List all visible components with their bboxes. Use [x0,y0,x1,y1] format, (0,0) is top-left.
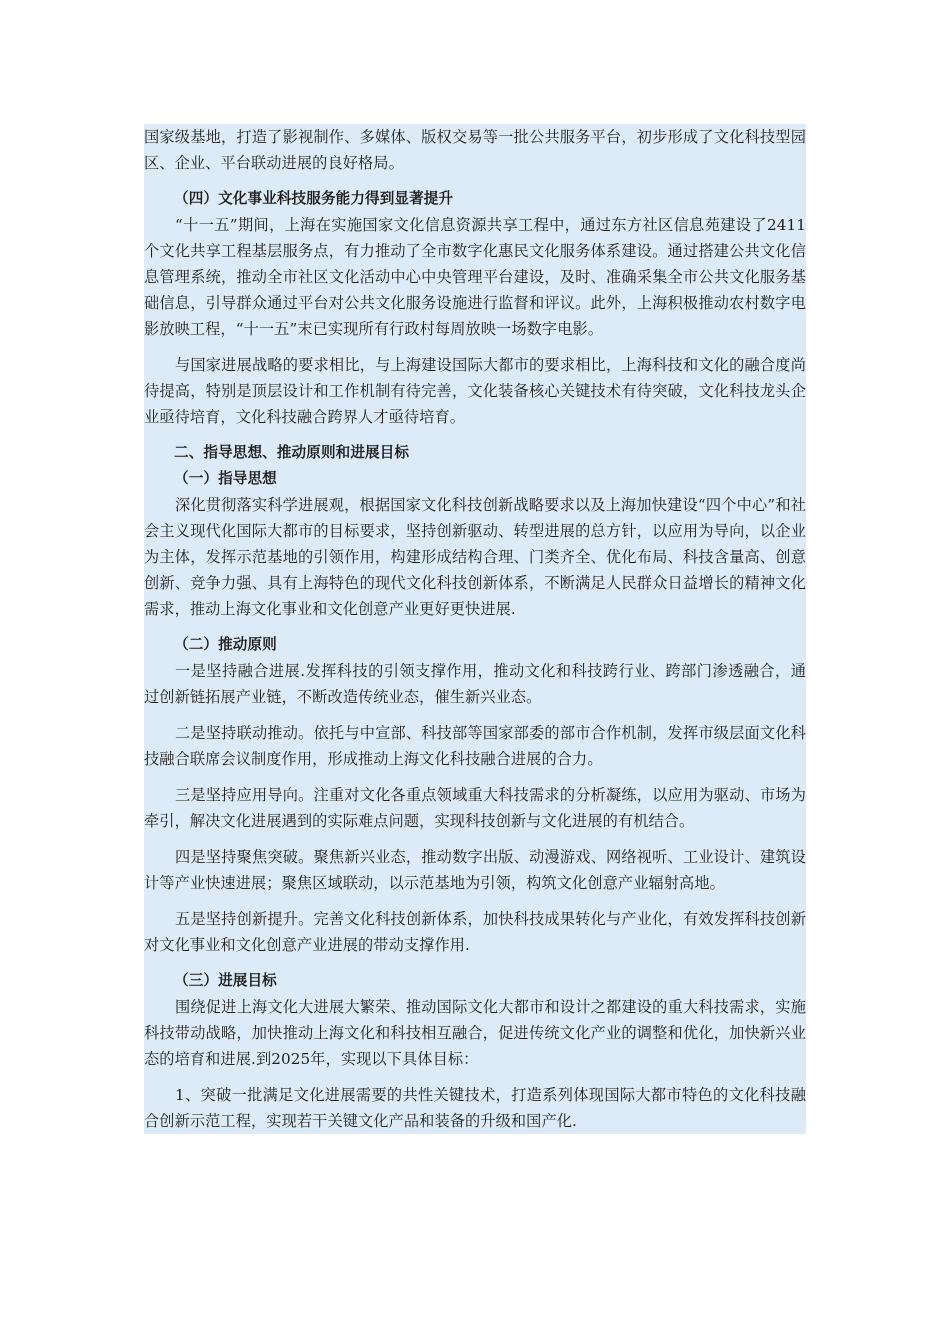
paragraph: 一是坚持融合进展.发挥科技的引领支撑作用，推动文化和科技跨行业、跨部门渗透融合，通过创新链拓展产业链，不断改造传统业态，催生新兴业态。 [144,662,806,706]
paragraph: 围绕促进上海文化大进展大繁荣、推动国际文化大都市和设计之都建设的重大科技需求，实施科技带动战略，加快推动上海文化和科技相互融合，促进传统文化产业的调整和优化，加快新兴业态的培育和进展.到2025年，实现以下具体目标： [144,998,806,1068]
paragraph: 五是坚持创新提升。完善文化科技创新体系，加快科技成果转化与产业化，有效发挥科技创新对文化事业和文化创意产业进展的带动支撑作用. [144,910,806,954]
paragraph: 四是坚持聚焦突破。聚焦新兴业态，推动数字出版、动漫游戏、网络视听、工业设计、建筑设计等产业快速进展；聚焦区域联动，以示范基地为引领，构筑文化创意产业辐射高地。 [144,848,806,892]
paragraph: 二是坚持联动推动。依托与中宣部、科技部等国家部委的部市合作机制，发挥市级层面文化科技融合联席会议制度作用，形成推动上海文化科技融合进展的合力。 [144,724,806,768]
section-heading: （二）推动原则 [174,636,277,653]
document-body [144,124,806,1134]
section-heading: （一）指导思想 [174,470,277,487]
paragraph: 1、突破一批满足文化进展需要的共性关键技术，打造系列体现国际大都市特色的文化科技融合创新示范工程，实现若干关键文化产品和装备的升级和国产化. [144,1086,806,1130]
paragraph: 国家级基地，打造了影视制作、多媒体、版权交易等一批公共服务平台，初步形成了文化科技型园区、企业、平台联动进展的良好格局。 [144,128,806,172]
section-heading: （三）进展目标 [174,972,277,989]
paragraph: 三是坚持应用导向。注重对文化各重点领域重大科技需求的分析凝练，以应用为驱动、市场为牵引，解决文化进展遇到的实际难点问题，实现科技创新与文化进展的有机结合。 [144,786,806,830]
section-heading: （四）文化事业科技服务能力得到显著提升 [174,190,454,207]
paragraph: 与国家进展战略的要求相比，与上海建设国际大都市的要求相比，上海科技和文化的融合度尚待提高，特别是顶层设计和工作机制有待完善，文化装备核心关键技术有待突破，文化科技龙头企业亟待培育，文化科技融合跨界人才亟待培育。 [144,356,806,426]
chapter-heading: 二、指导思想、推动原则和进展目标 [174,444,410,461]
paragraph: “十一五”期间，上海在实施国家文化信息资源共享工程中，通过东方社区信息苑建设了2411个文化共享工程基层服务点，有力推动了全市数字化惠民文化服务体系建设。通过搭建公共文化信息管理系统，推动全市社区文化活动中心中央管理平台建设，及时、准确采集全市公共文化服务基础信息，引导群众通过平台对公共文化服务设施进行监督和评议。此外，上海积极推动农村数字电影放映工程，“十一五”末已实现所有行政村每周放映一场数字电影。 [144,216,806,338]
paragraph: 深化贯彻落实科学进展观，根据国家文化科技创新战略要求以及上海加快建设“四个中心”和社会主义现代化国际大都市的目标要求，坚持创新驱动、转型进展的总方针，以应用为导向，以企业为主体，发挥示范基地的引领作用，构建形成结构合理、门类齐全、优化布局、科技含量高、创意创新、竞争力强、具有上海特色的现代文化科技创新体系，不断满足人民群众日益增长的精神文化需求，推动上海文化事业和文化创意产业更好更快进展. [144,496,806,618]
